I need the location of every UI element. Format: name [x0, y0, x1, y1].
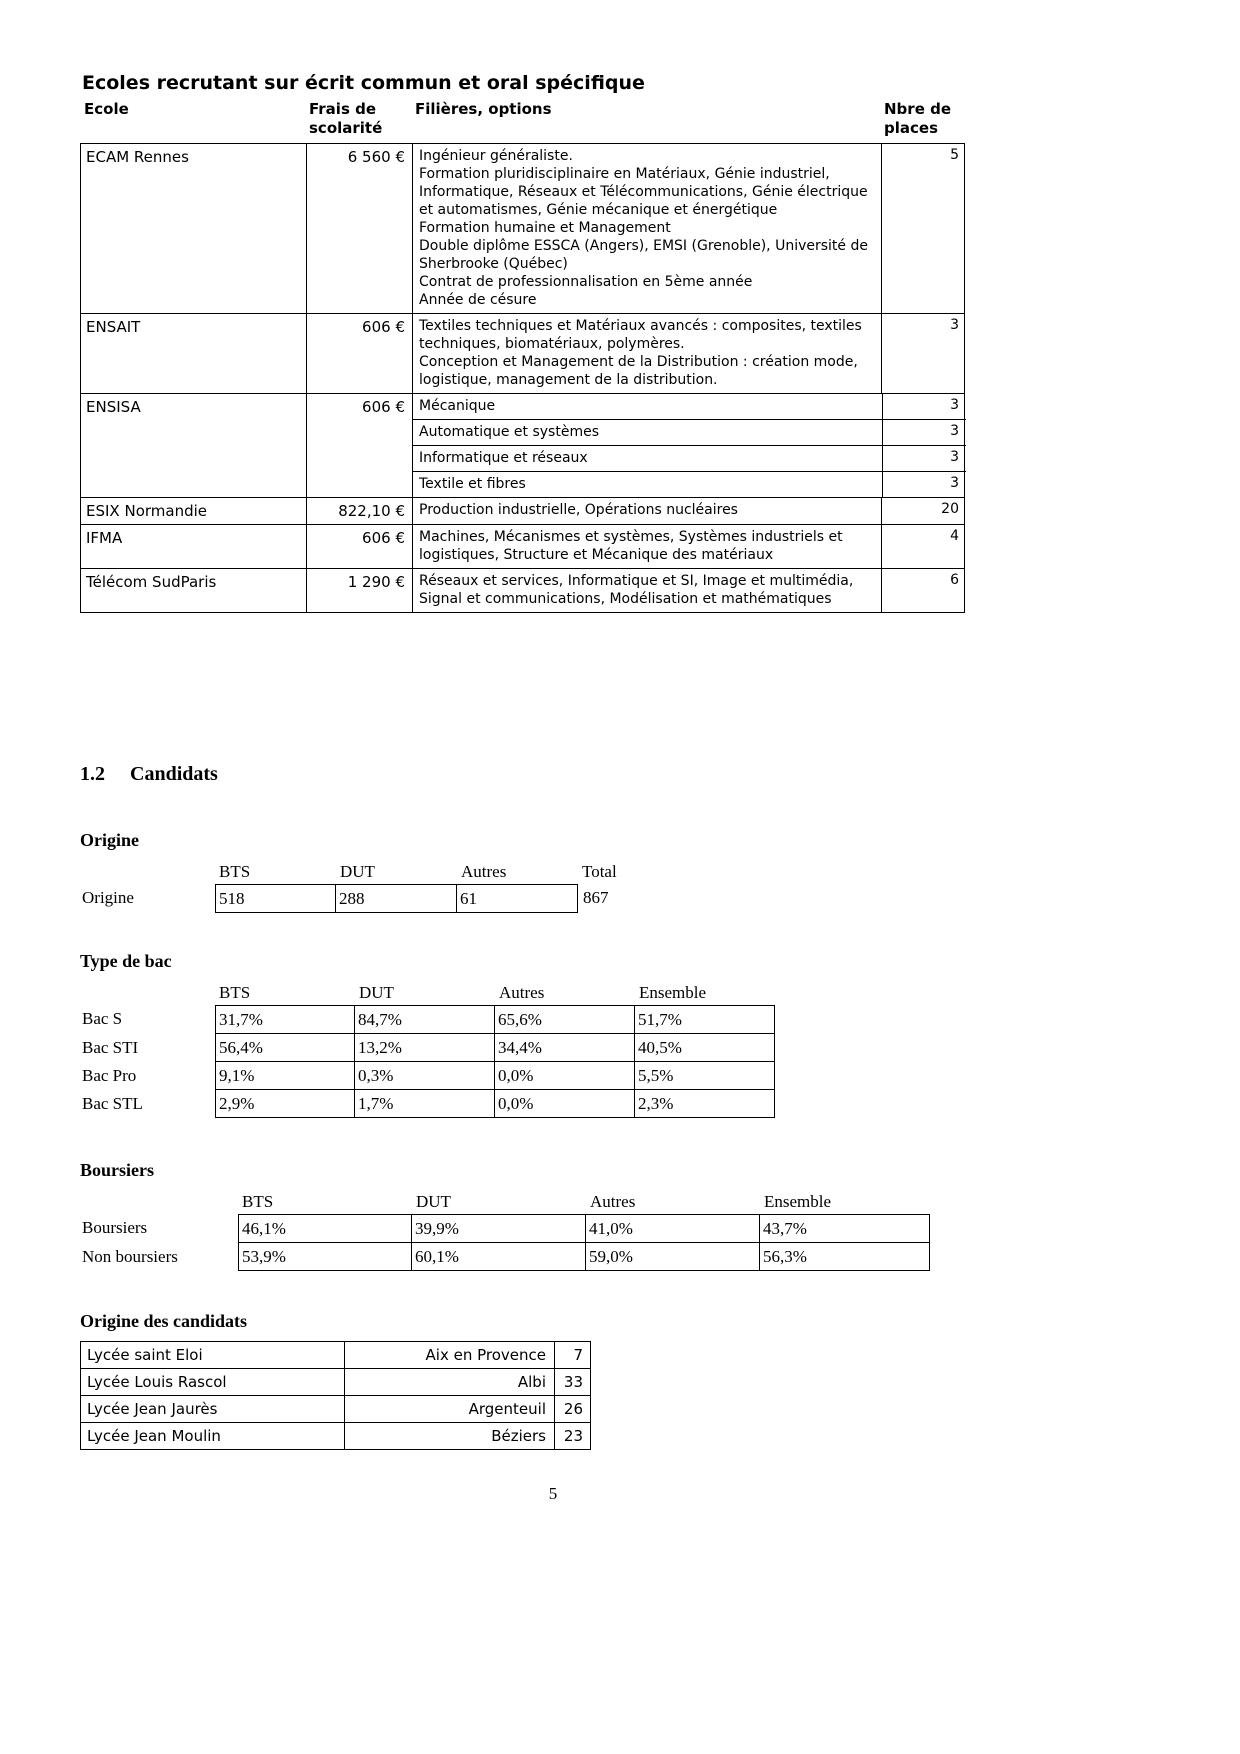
- col-header-frais-line2: scolarité: [309, 119, 383, 137]
- lycees-table: [80, 1341, 1240, 1450]
- col-header: DUT: [340, 862, 375, 881]
- table-row-boursiers: [80, 1214, 1240, 1243]
- table-row-ifma: [81, 524, 964, 568]
- suboption-places: 3: [882, 472, 966, 497]
- ecoles-table: [80, 100, 965, 613]
- school-fees: 6 560 €: [306, 144, 412, 313]
- suboption-places: 3: [882, 446, 966, 471]
- row-label: Bac STL: [82, 1094, 143, 1113]
- lycee-name: Lycée Louis Rascol: [80, 1369, 345, 1396]
- cell: 0,0%: [495, 1062, 635, 1090]
- table-row-ensisa: [81, 393, 964, 497]
- school-places: 20: [881, 498, 966, 524]
- ecoles-table-body: [80, 143, 965, 613]
- section-title-text: Candidats: [130, 763, 218, 785]
- col-header: DUT: [416, 1192, 451, 1211]
- bac-header-row: [80, 980, 1240, 1005]
- col-header: Total: [582, 862, 617, 881]
- suboption-row: [413, 419, 966, 445]
- spacer: [80, 1189, 238, 1214]
- cell: 60,1%: [412, 1243, 586, 1271]
- lycee-count: 26: [555, 1396, 591, 1423]
- lycee-city: Argenteuil: [345, 1396, 555, 1423]
- cell-autres: 61: [457, 884, 578, 913]
- origine-candidats-heading: Origine des candidats: [80, 1311, 248, 1331]
- school-options: [412, 498, 881, 524]
- col-header: Autres: [590, 1192, 636, 1211]
- cell: 51,7%: [635, 1005, 775, 1034]
- cell: 5,5%: [635, 1062, 775, 1090]
- origine-heading: Origine: [80, 830, 139, 850]
- cell: 46,1%: [238, 1214, 412, 1243]
- lycee-name: Lycée saint Eloi: [80, 1341, 345, 1369]
- type-de-bac-block: [80, 951, 1240, 1118]
- spacer: [80, 859, 215, 884]
- school-name: Télécom SudParis: [86, 573, 217, 591]
- option-paragraph: Formation pluridisciplinaire en Matériaux, Génie industriel, Informatique, Réseaux et Télécommunications, Génie électrique et automatismes, Génie mécanique et énergétique: [419, 166, 868, 218]
- suboption-row: [413, 471, 966, 497]
- school-fees: 1 290 €: [306, 569, 412, 612]
- cell: 56,4%: [215, 1034, 355, 1062]
- row-label: Bac STI: [82, 1038, 139, 1057]
- school-name: ENSAIT: [86, 318, 141, 336]
- cell: 9,1%: [215, 1062, 355, 1090]
- cell: 65,6%: [495, 1005, 635, 1034]
- type-de-bac-heading: Type de bac: [80, 951, 172, 971]
- page-number: 5: [548, 1484, 558, 1503]
- cell-dut: 288: [336, 884, 457, 913]
- table-row-lycee: [80, 1423, 1240, 1450]
- cell: 0,3%: [355, 1062, 495, 1090]
- origine-block: [80, 830, 1240, 913]
- option-paragraph: Textiles techniques et Matériaux avancés : composites, textiles techniques, biomatériaux, polymères.: [419, 318, 862, 352]
- school-fees: 606 €: [306, 314, 412, 393]
- col-header: DUT: [359, 983, 394, 1002]
- school-name: ESIX Normandie: [86, 502, 207, 520]
- table-row-ensait: [81, 313, 964, 393]
- table-row-non-boursiers: [80, 1243, 1240, 1271]
- table-row-bac-stl: [80, 1090, 1240, 1118]
- school-places: 6: [881, 569, 966, 612]
- col-header-frais-line1: Frais de: [309, 100, 377, 118]
- col-header-filieres: Filières, options: [415, 100, 552, 118]
- school-suboptions: [412, 394, 966, 497]
- cell: 84,7%: [355, 1005, 495, 1034]
- suboption-places: 3: [882, 394, 966, 419]
- option-paragraph: Machines, Mécanismes et systèmes, Systèmes industriels et logistiques, Structure et Mécanique des matériaux: [419, 529, 843, 563]
- section-heading: [80, 763, 1240, 786]
- table-row-esix: [81, 497, 964, 524]
- option-paragraph: Double diplôme ESSCA (Angers), EMSI (Grenoble), Université de Sherbrooke (Québec): [419, 238, 868, 272]
- cell: 0,0%: [495, 1090, 635, 1118]
- school-name: ENSISA: [86, 398, 141, 416]
- col-header: BTS: [219, 983, 251, 1002]
- suboption-label: Automatique et systèmes: [419, 424, 599, 440]
- table-row-lycee: [80, 1369, 1240, 1396]
- table-row-telecom-sudparis: [81, 568, 964, 612]
- origine-header-row: [80, 859, 1240, 884]
- row-label: Non boursiers: [82, 1247, 178, 1266]
- lycee-count: 7: [555, 1341, 591, 1369]
- lycee-count: 33: [555, 1369, 591, 1396]
- cell: 41,0%: [586, 1214, 760, 1243]
- row-label: Bac S: [82, 1009, 123, 1028]
- table-row-lycee: [80, 1341, 1240, 1369]
- option-paragraph: Conception et Management de la Distribution : création mode, logistique, management de la distribution.: [419, 354, 858, 388]
- section-title-ecoles: Ecoles recrutant sur écrit commun et oral spécifique: [82, 72, 645, 94]
- cell: 2,3%: [635, 1090, 775, 1118]
- col-header-places: [880, 100, 965, 140]
- origine-candidats-block: [80, 1311, 1240, 1450]
- suboption-label: Textile et fibres: [419, 476, 526, 492]
- option-paragraph: Ingénieur généraliste.: [419, 148, 573, 164]
- cell: 2,9%: [215, 1090, 355, 1118]
- col-header: BTS: [219, 862, 251, 881]
- cell-total: 867: [583, 888, 609, 907]
- row-label: Boursiers: [82, 1218, 148, 1237]
- row-label: Bac Pro: [82, 1066, 137, 1085]
- option-paragraph: Réseaux et services, Informatique et SI, Image et multimédia, Signal et communications, Modélisation et mathématiques: [419, 573, 854, 607]
- col-header: Ensemble: [764, 1192, 832, 1211]
- suboption-label: Mécanique: [419, 398, 496, 414]
- school-fees: 606 €: [306, 525, 412, 568]
- school-name: ECAM Rennes: [86, 148, 189, 166]
- row-label: Origine: [82, 888, 134, 907]
- cell: 53,9%: [238, 1243, 412, 1271]
- suboption-label: Informatique et réseaux: [419, 450, 588, 466]
- cell: 31,7%: [215, 1005, 355, 1034]
- table-row-bac-sti: [80, 1034, 1240, 1062]
- school-options: [412, 525, 881, 568]
- cell: 59,0%: [586, 1243, 760, 1271]
- cell-bts: 518: [215, 884, 336, 913]
- suboption-row: [413, 445, 966, 471]
- col-header-places-line2: places: [884, 119, 938, 137]
- col-header-frais: [305, 100, 411, 140]
- option-paragraph: Année de césure: [419, 292, 537, 308]
- col-header-ecole: Ecole: [84, 100, 129, 118]
- col-header: BTS: [242, 1192, 274, 1211]
- table-row-bac-s: [80, 1005, 1240, 1034]
- lycee-city: Aix en Provence: [345, 1341, 555, 1369]
- ecoles-table-header: [80, 100, 965, 140]
- school-options: [412, 569, 881, 612]
- option-paragraph: Production industrielle, Opérations nucléaires: [419, 502, 738, 518]
- spacer: [80, 980, 215, 1005]
- cell: 39,9%: [412, 1214, 586, 1243]
- school-options: [412, 144, 881, 313]
- school-fees: 606 €: [306, 394, 412, 497]
- school-places: 4: [881, 525, 966, 568]
- school-name: IFMA: [86, 529, 123, 547]
- col-header: Autres: [499, 983, 545, 1002]
- boursiers-heading: Boursiers: [80, 1160, 154, 1180]
- table-row-lycee: [80, 1396, 1240, 1423]
- section-number: 1.2: [80, 763, 105, 785]
- option-paragraph: Contrat de professionnalisation en 5ème année: [419, 274, 753, 290]
- school-fees: 822,10 €: [306, 498, 412, 524]
- school-places: 5: [881, 144, 966, 313]
- cell: 13,2%: [355, 1034, 495, 1062]
- col-header-places-line1: Nbre de: [884, 100, 951, 118]
- cell: 43,7%: [760, 1214, 930, 1243]
- candidats-section: [80, 763, 1240, 1504]
- col-header: Ensemble: [639, 983, 707, 1002]
- cell: 1,7%: [355, 1090, 495, 1118]
- suboption-places: 3: [882, 420, 966, 445]
- ecoles-section: [80, 72, 1240, 613]
- cell: 56,3%: [760, 1243, 930, 1271]
- cell: 34,4%: [495, 1034, 635, 1062]
- boursiers-block: [80, 1160, 1240, 1271]
- option-paragraph: Formation humaine et Management: [419, 220, 671, 236]
- lycee-name: Lycée Jean Jaurès: [80, 1396, 345, 1423]
- table-row-ecam: [81, 144, 964, 313]
- col-header: Autres: [461, 862, 507, 881]
- table-row-bac-pro: [80, 1062, 1240, 1090]
- boursiers-header-row: [80, 1189, 1240, 1214]
- table-row: [80, 884, 1240, 913]
- lycee-city: Albi: [345, 1369, 555, 1396]
- lycee-city: Béziers: [345, 1423, 555, 1450]
- school-options: [412, 314, 881, 393]
- lycee-count: 23: [555, 1423, 591, 1450]
- lycee-name: Lycée Jean Moulin: [80, 1423, 345, 1450]
- school-places: 3: [881, 314, 966, 393]
- cell: 40,5%: [635, 1034, 775, 1062]
- suboption-row: [413, 394, 966, 419]
